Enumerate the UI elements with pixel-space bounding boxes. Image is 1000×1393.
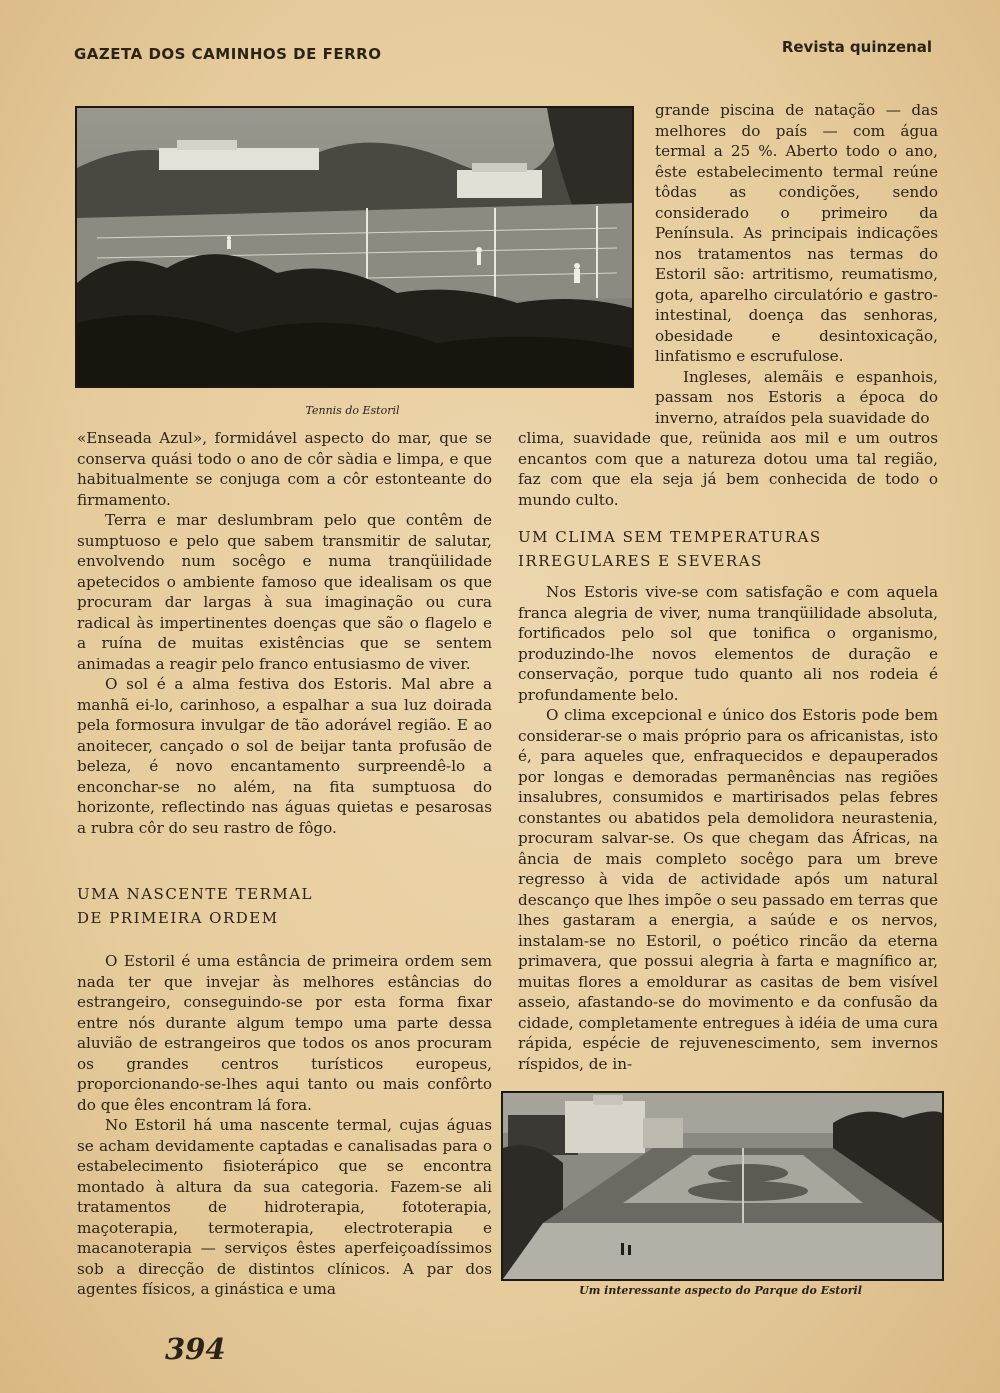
heading-line: UMA NASCENTE TERMAL	[77, 885, 314, 903]
left-column-upper	[77, 428, 492, 838]
right-column	[518, 582, 938, 1074]
section-heading-climate	[518, 525, 938, 573]
tennis-photo	[75, 106, 634, 388]
park-caption: Um interessante aspecto do Parque do Estoril	[579, 1284, 862, 1297]
paragraph: Ingleses, alemãis e espanhois, passam nos Estoris a época do inverno, atraídos pela suavidade do	[655, 367, 938, 427]
paragraph: O Estoril é uma estância de primeira ordem sem nada ter que invejar às melhores estâncias do estrangeiro, conseguindo-se por esta forma fixar entre nós durante algum tempo uma parte dessa aluvião de estrangeiros que todos os anos procuram os grandes centros turísticos europeus, proporcionando-se-lhes aqui tanto ou mais confôrto do que êles encontram lá fora.	[77, 952, 492, 1114]
paragraph: No Estoril há uma nascente termal, cujas águas se acham devidamente captadas e canalisadas para o estabelecimento fisioterápico que se encontra montado à altura da sua categoria. Fazem-se ali tratamentos de hidroterapia, fototerapia, maçoterapia, termoterapia, electroterapia e macanoterapia — serviços êstes aperfeiçoadíssimos sob a direcção de distintos clínicos. A par dos agentes físicos, a ginástica e uma	[77, 1116, 492, 1298]
paragraph: Terra e mar deslumbram pelo que contêm de sumptuoso e pelo que sabem transmitir de salutar, envolvendo num socêgo e numa tranqüilidade apetecidos o ambiente famoso que idealisam os que procuram dar largas à sua imaginação ou cura radical às impertinentes doenças que são o flagelo e a ruína de muitas existências que se sentem animadas a reagir pelo franco entusiasmo de viver.	[77, 511, 492, 673]
tennis-caption: Tennis do Estoril	[305, 404, 400, 417]
publication-subtitle: Revista quinzenal	[781, 38, 932, 56]
heading-line: IRREGULARES E SEVERAS	[518, 552, 763, 570]
heading-line: DE PRIMEIRA ORDEM	[77, 909, 279, 927]
left-column-lower	[77, 951, 492, 1300]
park-photo-image	[503, 1093, 942, 1279]
paragraph: «Enseada Azul», formidável aspecto do mar, que se conserva quási todo o ano de côr sàdia e limpa, e que habitualmente se conjuga com a côr estonteante do firmamento.	[77, 429, 492, 509]
right-top-continuation	[518, 428, 938, 510]
paragraph: Nos Estoris vive-se com satisfação e com aquela franca alegria de viver, numa tranqüilidade absoluta, fortificados pelo sol que tonifica o organismo, produzindo-lhe novos elementos de duração e conservação, porque tudo quanto ali nos rodeia é profundamente belo.	[518, 583, 938, 704]
section-heading-thermal	[77, 882, 492, 930]
heading-line: UM CLIMA SEM TEMPERATURAS	[518, 528, 822, 546]
park-photo	[501, 1091, 944, 1281]
tennis-photo-image	[77, 108, 632, 386]
paragraph: O sol é a alma festiva dos Estoris. Mal abre a manhã ei-lo, carinhoso, a espalhar a sua luz doirada pela formosura invulgar de tão adorável região. E ao anoitecer, cançado o sol de beijar tanta profusão de beleza, é novo encantamento surpreendê-lo a enconchar-se no além, na fita sumptuosa do horizonte, reflectindo nas águas quietas e pesarosas a rubra côr do seu rastro de fôgo.	[77, 675, 492, 837]
right-top-column	[655, 100, 938, 428]
paragraph: O clima excepcional e único dos Estoris pode bem considerar-se o mais próprio para os africanistas, isto é, para aqueles que, enfraquecidos e depauperados por longas e demoradas permanências nas regiões insalubres, consumidos e martirisados pelas febres constantes ou abatidos pela demolidora neurastenia, procuram salvar-se. Os que chegam das Áfricas, na ância de mais completo socêgo para um breve regresso à vida de actividade após um natural descanço que lhes impõe o seu passado em terras que lhes gastaram a energia, a saúde e os nervos, instalam-se no Estoril, o poético rincão da eterna primavera, que possui alegria à farta e magnífico ar, muitas flores a emoldurar as casitas de bem visível asseio, afastando-se do movimento e da confusão da cidade, completamente entregues à idéia de uma cura rápida, espécie de rejuvenescimento, sem invernos ríspidos, de in-	[518, 706, 938, 1073]
publication-title: GAZETA DOS CAMINHOS DE FERRO	[74, 45, 382, 63]
paragraph: clima, suavidade que, reünida aos mil e um outros encantos com que a natureza dotou uma tal região, faz com que ela seja já bem conhecida de todo o mundo culto.	[518, 429, 938, 509]
page-number: 394	[165, 1332, 226, 1366]
paragraph: grande piscina de natação — das melhores do país — com água termal a 25 %. Aberto todo o ano, êste estabelecimento termal reúne tôdas as condições, sendo considerado o primeiro da Península. As principais indicações nos tratamentos nas termas do Estoril são: artritismo, reumatismo, gota, aparelho circulatório e gastro-intestinal, doença das senhoras, obesidade e desintoxicação, linfatismo e escrufulose.	[655, 101, 938, 365]
